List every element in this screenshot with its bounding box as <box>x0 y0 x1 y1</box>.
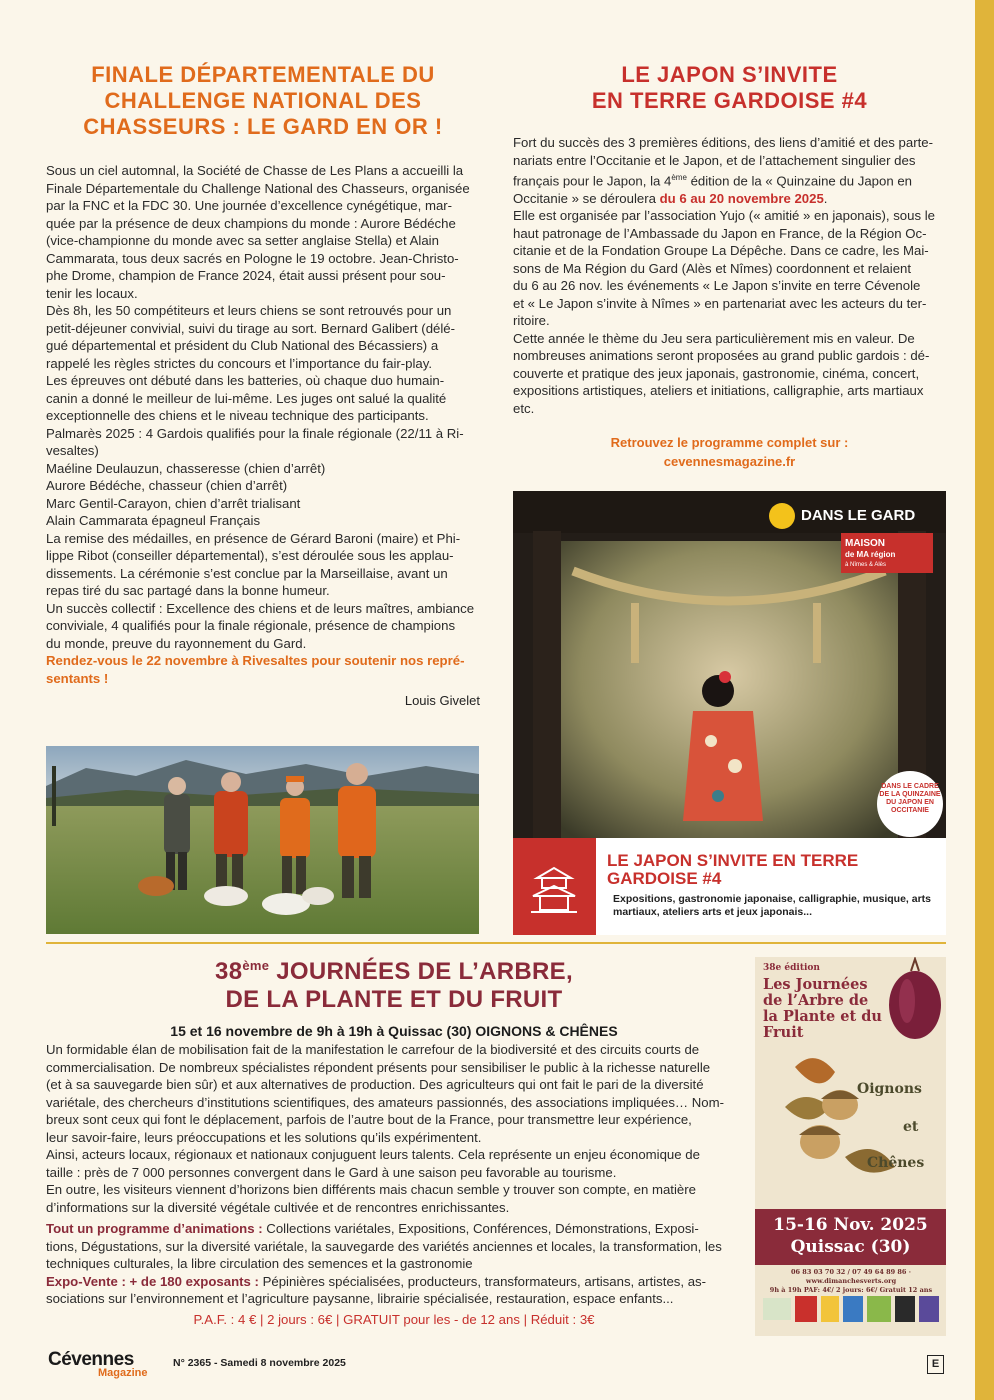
quinzaine-badge: DANS LE CADRE DE LA QUINZAINE DU JAPON EN OCCITANIE <box>877 771 943 837</box>
text-line: breux sont ceux qui font le déplacement, parfois de l’autre bout de la France, pour transmettre leur expérience, <box>46 1112 692 1127</box>
side-color-stripe <box>975 0 994 1400</box>
text-line: Tout un programme d’animations : Collections variétales, Expositions, Conférences, Démonstrations, Exposi- <box>46 1221 699 1236</box>
text-line: canin a donné le meilleur de lui-même. Les juges ont salué la qualité <box>46 390 447 406</box>
article-arbre-title: 38ème JOURNÉES DE L’ARBRE, DE LA PLANTE ET DU FRUIT <box>215 958 573 1013</box>
poster-word-et: et <box>903 1119 919 1135</box>
hunters-photo <box>46 746 479 934</box>
text-line: sociations sur l’environnement et l’agriculture paysanne, librairie spécialisée, restauration, espace enfants... <box>46 1291 674 1306</box>
text-line: d’informations sur la diversité végétale cultivée et de rencontres enrichissantes. <box>46 1199 510 1215</box>
poster-word-oignons: Oignons <box>857 1081 922 1097</box>
text-line: et « Le Japon s’invite à Nîmes » en partenariat avec les acteurs du ter- <box>513 295 927 311</box>
text-line: taille : près de 7 000 personnes convergent dans le Gard à une saison peu favorable au tourisme. <box>46 1164 617 1180</box>
text-line: citanie et de la Fondation Groupe La Dépêche. Dans ce cadre, les Mai- <box>513 243 929 259</box>
poster-title: LE JAPON S’INVITE EN TERRE GARDOISE #4 <box>607 851 859 888</box>
text-line: tions, Dégustations, sur la diversité variétale, la sauvegarde des variétés anciennes et locales, la transformation, les <box>46 1238 722 1254</box>
pagoda-icon-box <box>513 838 596 935</box>
text-line: du monde, preuve du rayonnement du Gard. <box>46 635 307 651</box>
text-line: haut patronage de l’Ambassade du Japon en France, de la Région Oc- <box>513 225 927 241</box>
poster-word-chenes: Chênes <box>867 1155 925 1171</box>
text-line: etc. <box>513 400 535 416</box>
text-line: nombreuses animations seront proposées au grand public gardois : dé- <box>513 348 930 364</box>
page-marker: E <box>927 1355 944 1374</box>
text-line: Alain Cammarata épagneul Français <box>46 513 261 528</box>
text-line: tenir les locaux. <box>46 285 138 301</box>
text-line: Ainsi, acteurs locaux, régionaux et nationaux conjuguent leurs talents. Cela représente un enjeu économique de <box>46 1147 700 1162</box>
article-arbre <box>46 952 742 1327</box>
text-line: Expo-Vente : + de 180 exposants : Pépinières spécialisées, producteurs, transformateurs, artisans, artistes, as- <box>46 1273 707 1289</box>
text-line: Cette année le thème du Jeu sera particulièrement mis en valeur. De <box>513 330 915 346</box>
article-arbre-body <box>46 1041 742 1308</box>
text-line: Marc Gentil-Carayon, chien d’arrêt trialisant <box>46 495 301 511</box>
text-line: couverte et pratique des jeux japonais, gastronomie, cinéma, concert, <box>513 365 920 381</box>
text-line: Cammarata, tous deux sacrés en Pologne le 19 octobre. Jean-Christo- <box>46 250 459 266</box>
arbre-event-poster <box>755 957 946 1336</box>
text-line: commercialisation. De nombreux spécialistes répondent présents pour sensibiliser le public à la richesse naturelle <box>46 1059 711 1075</box>
closing-line: Rendez-vous le 22 novembre à Rivesaltes pour soutenir nos repré- <box>46 653 465 668</box>
poster-date-band: 15-16 Nov. 2025 Quissac (30) <box>755 1209 946 1265</box>
magazine-logo-subtitle: Magazine <box>98 1367 148 1379</box>
program-link-callout: Retrouvez le programme complet sur : cevennesmagazine.fr <box>513 433 946 471</box>
text-line: repas tiré du sac partagé dans la bonne humeur. <box>46 583 330 598</box>
poster-edition: 38e édition <box>763 963 820 973</box>
article-chasse-body <box>46 162 480 687</box>
festival-dates: du 6 au 20 novembre 2025 <box>659 190 824 206</box>
text-line: petit-déjeuner convivial, suivi du tirage au sort. Bernard Galibert (délé- <box>46 320 456 336</box>
text-line: Un succès collectif : Excellence des chiens et de leurs maîtres, ambiance <box>46 600 475 616</box>
text-line: Palmarès 2025 : 4 Gardois qualifiés pour la finale régionale (22/11 à Ri- <box>46 425 464 441</box>
text-line: conviviale, 4 qualifiés pour la finale régionale, présence de champions <box>46 618 456 633</box>
article-japon-body <box>513 134 946 417</box>
text-line: Elle est organisée par l’association Yujo (« amitié » en japonais), sous le <box>513 208 935 224</box>
text-line: exceptionnelle des chiens et le niveau technique des participants. <box>46 408 429 423</box>
text-line: Fort du succès des 3 premières éditions, des liens d’amitié et des parte- <box>513 135 934 150</box>
text-line: rappelé les règles strictes du concours et l’importance du fair-play. <box>46 355 433 371</box>
pagoda-icon <box>513 838 596 935</box>
poster-info: 06 83 03 70 32 / 07 49 64 89 86 · www.dimanchesverts.org 9h à 19h PAF: 4€/ 2 jours: 6€/ Gratuit 12 ans <box>769 1268 933 1294</box>
text-line: quée par la présence de deux champions du monde : Aurore Bédéche <box>46 215 456 231</box>
article-chasse-title: FINALE DÉPARTEMENTALE DU CHALLENGE NATIONAL DES CHASSEURS : LE GARD EN OR ! <box>83 62 443 139</box>
dans-le-gard-label: DANS LE GARD <box>801 507 916 524</box>
article-japon-title: LE JAPON S’INVITE EN TERRE GARDOISE #4 <box>591 62 868 113</box>
closing-line: sentants ! <box>46 670 109 686</box>
text-line: français pour le Japon, la 4ème édition de la « Quinzaine du Japon en <box>513 173 913 189</box>
text-line: Finale Départementale du Challenge National des Chasseurs, organisée <box>46 180 470 196</box>
text-line: phe Drome, champion de France 2024, était aussi présent pour sou- <box>46 268 446 283</box>
text-line: ritoire. <box>513 313 550 329</box>
japon-event-poster <box>513 491 946 935</box>
text-line: dissements. La cérémonie s’est conclue par la Marseillaise, avant un <box>46 565 448 581</box>
section-divider <box>46 942 946 944</box>
article-chasse <box>46 62 480 708</box>
text-line: expositions artistiques, ateliers et initiations, calligraphie, arts martiaux <box>513 383 924 399</box>
text-line: vesaltes) <box>46 443 99 458</box>
poster-footer <box>513 838 946 935</box>
location-pin-icon <box>769 503 795 529</box>
article-japon <box>513 62 946 471</box>
poster-subtitle: Expositions, gastronomie japonaise, calligraphie, musique, arts martiaux, ateliers arts et jeux japonais... <box>613 893 931 918</box>
text-line: Un formidable élan de mobilisation fait de la manifestation le carrefour de la biodiversité et des circuits courts de <box>46 1042 700 1057</box>
text-line: variétale, des chercheurs d’institutions scientifiques, des amateurs passionnés, des associations impliquées… Nom- <box>46 1094 725 1110</box>
admission-prices: P.A.F. : 4 € | 2 jours : 6€ | GRATUIT pour les - de 12 ans | Réduit : 3€ <box>193 1311 595 1327</box>
poster-title: Les Journées de l’Arbre de la Plante et du Fruit <box>763 976 882 1041</box>
website-link[interactable]: cevennesmagazine.fr <box>663 454 796 470</box>
event-dates: 15 et 16 novembre de 9h à 19h à Quissac (30) OIGNONS & CHÊNES <box>170 1023 618 1039</box>
text-line: Occitanie » se déroulera du 6 au 20 novembre 2025. <box>513 190 828 206</box>
text-line: techniques culturales, la libre circulation des semences et la gastronomie <box>46 1256 473 1271</box>
text-line: du 6 au 26 nov. les événements « Le Japon s’invite en terre Cévenole <box>513 278 921 294</box>
maison-region-logo: MAISON de MA région à Nîmes & Alès <box>841 533 933 573</box>
text-line: Les épreuves ont débuté dans les batteries, où chaque duo humain- <box>46 373 445 388</box>
text-line: La remise des médailles, en présence de Gérard Baroni (maire) et Phi- <box>46 530 461 546</box>
partner-logos <box>761 1290 941 1330</box>
text-line: (vice-championne du monde avec sa setter anglaise Stella) et Alain <box>46 233 439 248</box>
text-line: par la FNC et la FDC 30. Une journée d’excellence cynégétique, mar- <box>46 198 453 213</box>
text-line: Maéline Deulauzun, chasseresse (chien d’arrêt) <box>46 460 326 476</box>
issue-info: N° 2365 - Samedi 8 novembre 2025 <box>173 1357 346 1369</box>
text-line: En outre, les visiteurs viennent d’horizons bien différents mais chacun semble y trouver son compte, en matière <box>46 1182 696 1197</box>
author-signature: Louis Givelet <box>404 693 480 708</box>
hunters-photo-illustration <box>46 746 479 934</box>
text-line: Aurore Bédéche, chasseur (chien d’arrêt) <box>46 478 288 493</box>
text-line: sons de Ma Région du Gard (Alès et Nîmes) coordonnent et relaient <box>513 260 912 276</box>
text-line: leur savoir-faire, leurs préoccupations et les solutions qu’ils expérimentent. <box>46 1129 482 1145</box>
text-line: lippe Ribot (conseiller départemental), s’est déroulée sous les applau- <box>46 548 454 563</box>
magazine-logo: Cévennes <box>48 1349 134 1370</box>
text-line: gué départemental et président du Club National des Bécassiers) a <box>46 338 439 353</box>
text-line: Dès 8h, les 50 compétiteurs et leurs chiens se sont retrouvés pour un <box>46 303 452 318</box>
text-line: (et à sa sauvegarde bien sûr) et aux alternatives de production. Des agriculteurs qui ont fait le pari de la diversité <box>46 1077 704 1092</box>
text-line: Sous un ciel automnal, la Société de Chasse de Les Plans a accueilli la <box>46 163 464 178</box>
text-line: nariats entre l’Occitanie et le Japon, et de l’attachement singulier des <box>513 152 916 168</box>
